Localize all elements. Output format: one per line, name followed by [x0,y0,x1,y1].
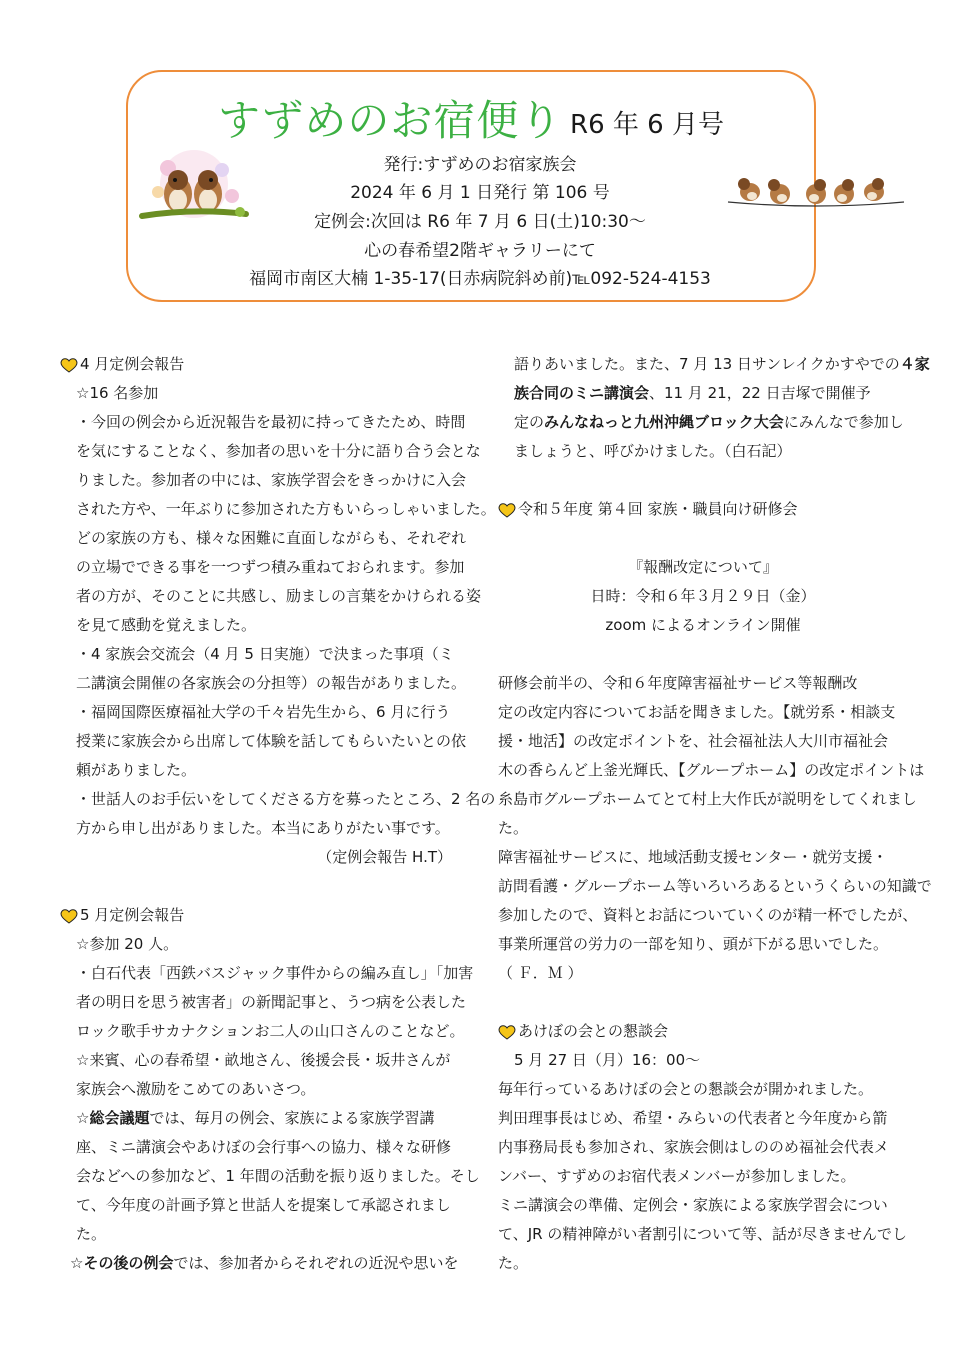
issue-label: R6 年 6 月号 [570,110,724,140]
text-line: 木の香らんど上釜光輝氏、【グループホーム】の改定ポイントは [498,761,925,779]
address-line: 福岡市南区大楠 1-35-17(日赤病院斜め前)℡092-524-4153 [249,269,711,289]
text-line: 座、ミニ講演会やあけぼの会行事への協力、様々な研修 [76,1138,452,1156]
heart-icon [60,908,78,924]
report-signature: （定例会報告 H.T） [317,848,452,866]
heart-icon [60,357,78,373]
left-column [60,350,496,1278]
text-line: ミニ講演会の準備、定例会・家族による家族学習会につい [498,1196,888,1214]
text-line: 会などへの参加など、1 年間の活動を振り返りました。そし [76,1167,480,1185]
text-line: ・4 家族会交流会（4 月 5 日実施）で決まった事項（ミ [76,645,454,663]
venue-line: 心の春希望2階ギャラリーにて [364,241,596,261]
text-line: りました。参加者の中には、家族学習会をきっかけに入会 [76,471,467,489]
newsletter-title: すずめのお宿便り [218,96,563,145]
text-line: 定の改定内容についてお話を聞きました。【就労系・相談支 [498,703,896,721]
text-line: ・今回の例会から近況報告を最初に持ってきたため、時間 [76,413,466,431]
sparrow-pair-icon [138,148,250,228]
text-line: 家族会へ激励をこめてのあいさつ。 [76,1080,316,1098]
text-line: 定のみんなねっと九州沖縄ブロック大会にみんなで参加し [514,413,904,431]
text-line: （ Ｆ．Ｍ ） [498,964,583,982]
text-line: 者の明日を思う被害者」の新聞記事と、うつ病を公表した [76,993,467,1011]
text-line: 授業に家族会から出席して体験を話してもらいたいとの依 [76,732,467,750]
text-line: 判田理事長はじめ、希望・みらいの代表者と今年度から箭 [498,1109,888,1127]
text-line: 語りあいました。また、7 月 13 日サンレイクかすやでの４家 [514,355,930,373]
text-line: 内事務局長も参加され、家族会側はしののめ福祉会代表メ [498,1138,889,1156]
text-line: を見て感動を覚えました。 [76,616,257,634]
text-line: ロック歌手サカナクションお二人の山口さんのことなど。 [76,1022,465,1040]
text-line: 糸島市グループホームてとて村上大作氏が説明をしてくれまし [498,790,917,808]
text-line: ☆参加 20 人。 [76,935,179,953]
sparrows-on-wire-icon [728,168,904,216]
text-line: た。 [498,819,529,837]
text-line: 者の方が、そのことに共感し、励ましの言葉をかけられる姿 [76,587,482,605]
training-date: 日時：令和６年３月２９日（金） [590,587,816,605]
heart-icon [498,502,516,518]
text-line: た。 [498,1254,529,1272]
text-line: 二講演会開催の各家族会の分担等）の報告がありました。 [76,674,467,692]
text-line: された方や、一年ぶりに参加された方もいらっしゃいました。 [76,500,496,518]
publisher-line: 発行:すずめのお宿家族会 [383,155,577,175]
section-heading-april: 4 月定例会報告 [60,350,480,379]
text-line: ましょうと、呼びかけました。（白石記） [514,442,792,460]
text-line: ンバー、すずめのお宿代表メンバーが参加しました。 [498,1167,856,1185]
section-heading-akebono: あけぼの会との懇談会 [498,1017,908,1046]
training-mode: zoom によるオンライン開催 [605,616,801,634]
text-line: ☆16 名参加 [76,384,159,402]
text-line: ・福岡国際医療福祉大学の千々岩先生から、6 月に行う [76,703,451,721]
section-heading-may: 5 月定例会報告 [60,901,480,930]
text-line: ☆総会議題では、毎月の例会、家族による家族学習講 [76,1109,435,1127]
text-line: 参加したので、資料とお話についていくのが精一杯でしたが、 [498,906,918,924]
text-line: て、今年度の計画予算と世話人を提案して承認されまし [76,1196,451,1214]
text-line: 毎年行っているあけぼの会との懇談会が開かれました。 [498,1080,874,1098]
text-line: 研修会前半の、令和６年度障害福祉サービス等報酬改 [498,674,858,692]
text-line: 族合同のミニ講演会、11 月 21，22 日吉塚で開催予 [514,384,871,402]
text-line: ☆その後の例会では、参加者からそれぞれの近況や思いを [70,1254,459,1272]
text-line: て、JR の精神障がい者割引について等、話が尽きませんでし [498,1225,908,1243]
text-line: 事業所運営の労力の一部を知り、頭が下がる思いでした。 [498,935,889,953]
training-name: 『報酬改定について』 [628,558,778,576]
text-line: 頼がありました。 [76,761,197,779]
text-line: 方から申し出がありました。本当にありがたい事です。 [76,819,450,837]
date-line: 2024 年 6 月 1 日発行 第 106 号 [350,183,610,203]
text-line: た。 [76,1225,107,1243]
akebono-date: 5 月 27 日（月）16：00～ [514,1051,701,1069]
text-line: ・白石代表「西鉄バスジャック事件からの編み直し」「加害 [76,964,474,982]
text-line: 訪問看護・グループホーム等いろいろあるというくらいの知識で [498,877,932,895]
text-line: ・世話人のお手伝いをしてくださる方を募ったところ、2 名の [76,790,496,808]
meeting-line: 定例会:次回は R6 年 7 月 6 日(土)10:30～ [314,212,646,232]
text-line: どの家族の方も、様々な困難に直面しながらも、それぞれ [76,529,467,547]
text-line: 障害福祉サービスに、地域活動支援センター・就労支援・ [498,848,888,866]
section-heading-training: 令和５年度 第４回 家族・職員向け研修会 [498,495,908,524]
text-line: の立場でできる事を一つずつ積み重ねておられます。参加 [76,558,465,576]
text-line: を気にすることなく、参加者の思いを十分に語り合う会とな [76,442,481,460]
heart-icon [498,1024,516,1040]
right-column [498,350,932,1278]
text-line: 援・地活】の改定ポイントを、社会福祉法人大川市福祉会 [498,732,889,750]
text-line: ☆来賓、心の春希望・畝地さん、後援会長・坂井さんが [76,1051,451,1069]
